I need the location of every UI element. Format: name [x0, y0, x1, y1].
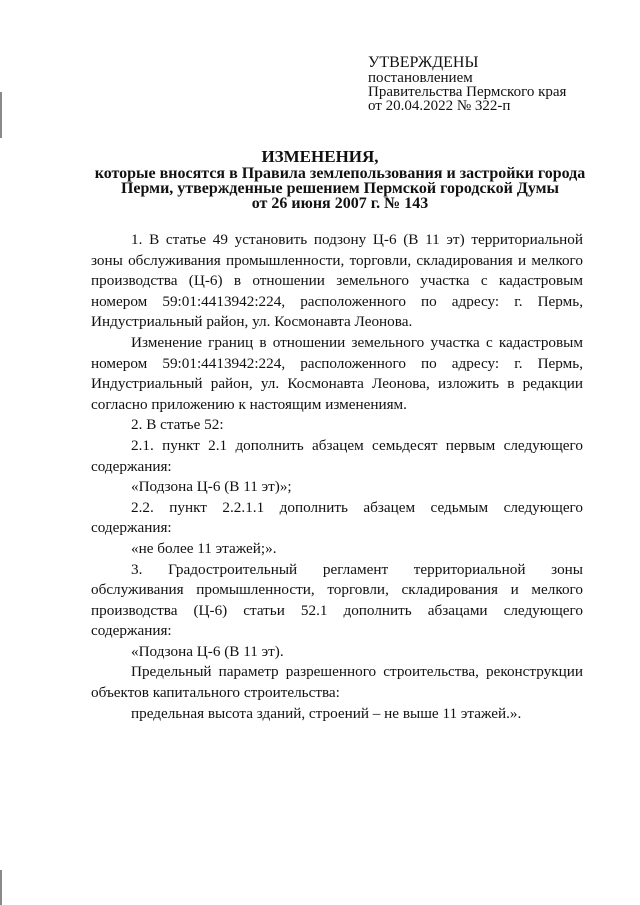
paragraph: 2.1. пункт 2.1 дополнить абзацем семьдесят первым следующего содержания: — [91, 436, 583, 475]
approval-line: от 20.04.2022 № 322-п — [368, 98, 511, 114]
paragraph: 2.2. пункт 2.2.1.1 дополнить абзацем седьмым следующего содержания: — [91, 498, 583, 537]
paragraph: Изменение границ в отношении земельного участка с кадастровым номером 59:01:4413942:224, расположенного по адресу: г. Пермь, Индустриальный район, ул. Космонавта Леонова, изложить в редакции согласно приложению к настоящим изменениям. — [91, 333, 583, 413]
paragraph: 3. Градостроительный регламент территориальной зоны обслуживания промышленности, торговли, складирования и мелкого производства (Ц-6) статьи 52.1 дополнить абзацами следующего содержания: — [91, 560, 583, 640]
paragraph: предельная высота зданий, строений – не выше 11 этажей.». — [131, 704, 522, 722]
subtitle-line: которые вносятся в Правила землепользования и застройки города — [94, 165, 586, 182]
subtitle-line: от 26 июня 2007 г. № 143 — [251, 195, 429, 212]
approval-line: Правительства Пермского края — [368, 84, 567, 100]
paragraph: 2. В статье 52: — [131, 416, 224, 434]
paragraph: «Подзона Ц-6 (В 11 эт). — [131, 642, 284, 660]
paragraph: «Подзона Ц-6 (В 11 эт)»; — [131, 478, 292, 496]
approval-line: постановлением — [368, 70, 473, 86]
approval-stamp — [368, 55, 608, 113]
paragraph: Предельный параметр разрешенного строительства, реконструкции объектов капитального строительства: — [91, 663, 583, 702]
document-title: ИЗМЕНЕНИЯ, — [261, 147, 379, 166]
document-body — [91, 230, 583, 724]
scan-edge-mark — [0, 870, 2, 905]
scan-edge-mark — [0, 92, 2, 138]
paragraph: 1. В статье 49 установить подзону Ц-6 (В 11 эт) территориальной зоны обслуживания промышленности, торговли, складирования и мелкого производства (Ц-6) в отношении земельного участка с кадастровым номером 59:01:4413942:224, расположенного по адресу: г. Пермь, Индустриальный район, ул. Космонавта Леонова. — [91, 231, 583, 331]
paragraph: «не более 11 этажей;». — [131, 539, 277, 557]
approval-title: УТВЕРЖДЕНЫ — [368, 54, 479, 71]
document-subtitle — [90, 166, 590, 211]
subtitle-line: Перми, утвержденные решением Пермской городской Думы — [120, 180, 560, 197]
